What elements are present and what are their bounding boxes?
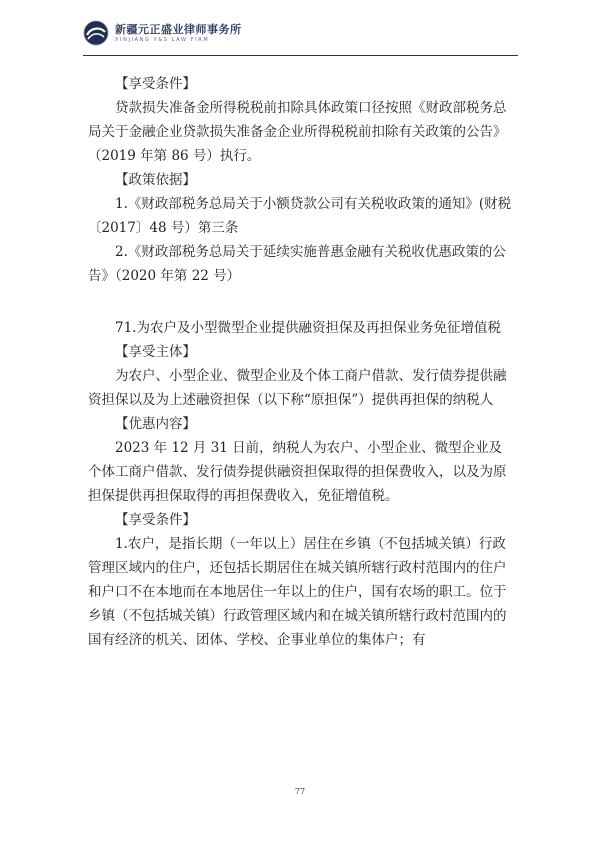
paragraph: 贷款损失准备金所得税税前扣除具体政策口径按照《财政部税务总局关于金融企业贷款损失准备金企业所得税税前扣除有关政策的公告》（2019 年第 86 号）执行。 xyxy=(88,100,507,164)
section-heading: 【优惠内容】 xyxy=(115,416,196,432)
item-title: 71.为农户及小型微型企业提供融资担保及再担保业务免征增值税 xyxy=(115,320,501,336)
section-heading: 【享受主体】 xyxy=(115,344,196,360)
paragraph: 2.《财政部税务总局关于延续实施普惠金融有关税收优惠政策的公告》（2020 年第 22 号） xyxy=(88,244,506,284)
header-divider xyxy=(83,55,518,56)
section-heading: 【享受条件】 xyxy=(115,76,196,92)
firm-names xyxy=(115,24,242,43)
paragraph: 1.农户，是指长期（一年以上）居住在乡镇（不包括城关镇）行政管理区域内的住户，还包括长期居住在城关镇所辖行政村范围内的住户和户口不在本地而在本地居住一年以上的住户，国有农场的职工。位于乡镇（不包括城关镇）行政管理区域内和在城关镇所辖行政村范围内的国有经济的机关、团体、学校、企事业单位的集体户；有 xyxy=(88,536,507,648)
paragraph: 2023 年 12 月 31 日前，纳税人为农户、小型企业、微型企业及个体工商户借款、发行债券提供融资担保取得的担保费收入，以及为原担保提供再担保取得的再担保费收入，免征增值税。 xyxy=(88,440,507,504)
paragraph: 1.《财政部税务总局关于小额贷款公司有关税收政策的通知》(财税〔2017〕48 号）第三条 xyxy=(88,196,512,236)
firm-name-en: XINJIANG Y&S LAW FIRM xyxy=(115,36,210,43)
firm-logo-icon xyxy=(83,20,109,46)
page-number: 77 xyxy=(294,787,306,796)
section-spacer xyxy=(88,288,513,316)
page-header xyxy=(83,18,242,48)
paragraph: 为农户、小型企业、微型企业及个体工商户借款、发行债券提供融资担保以及为上述融资担保（以下称“原担保”）提供再担保的纳税人 xyxy=(88,368,507,408)
section-heading: 【享受条件】 xyxy=(115,512,196,528)
firm-name-cn: 新疆元正盛业律师事务所 xyxy=(115,22,242,36)
document-body xyxy=(88,72,513,652)
section-heading: 【政策依据】 xyxy=(115,172,196,188)
